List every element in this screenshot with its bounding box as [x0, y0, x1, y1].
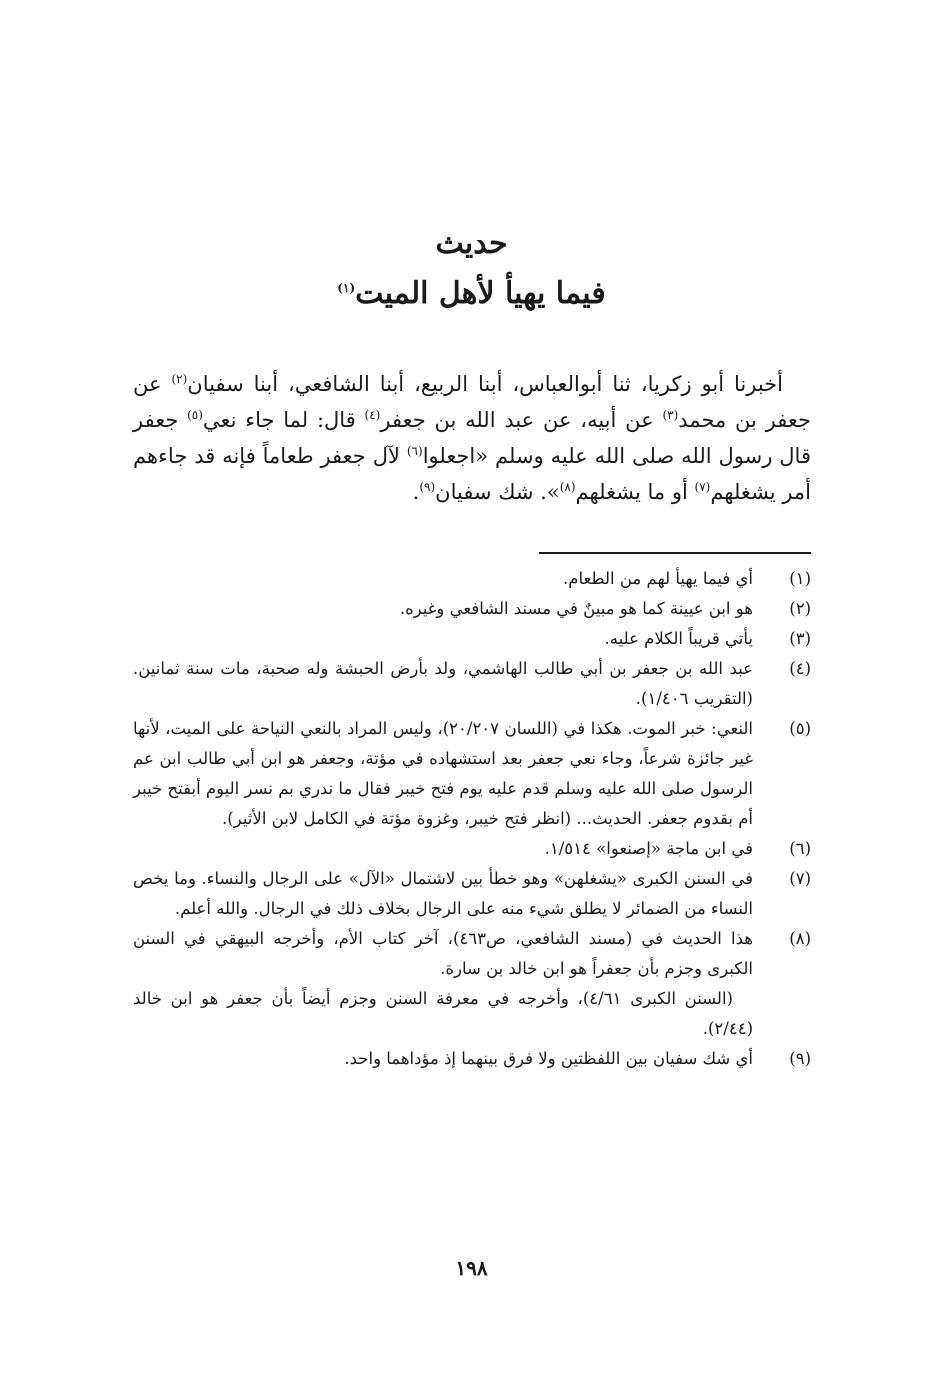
footnote-body [133, 714, 753, 834]
footnote-body [133, 924, 753, 1044]
footnote-text: أي فيما يهيأ لهم من الطعام. [563, 569, 753, 588]
hadith-segment: عن جعفر بن محمد [133, 372, 811, 432]
hadith-paragraph [133, 366, 811, 510]
footnote-item [133, 864, 811, 924]
footnote-text: في السنن الكبرى «يشغلهن» وهو خطأ بين لاشتمال «الآل» على الرجال والنساء. وما يخص النساء من الضمائر لا يطلق شيء منه على الرجال بخلاف ذلك في الرجال. والله أعلم. [133, 869, 753, 918]
footnote-body [133, 654, 753, 714]
footnote-ref: (٣) [662, 408, 679, 422]
footnote-ref: (٧) [694, 480, 711, 494]
footnote-body [133, 564, 753, 594]
hadith-segment: أو ما يشغلهم [575, 480, 695, 504]
footnote-text: (السنن الكبرى ٤/٦١)، وأخرجه في معرفة السنن وجزم أيضاً بأن جعفر هو ابن خالد (٢/٤٤). [133, 989, 753, 1038]
hadith-segment: . [412, 480, 420, 504]
hadith-segment: ». شك سفيان [435, 480, 560, 504]
footnote-item [133, 714, 811, 834]
footnote-ref: (٥) [187, 408, 203, 422]
hadith-segment: عن أبيه، عن عبد الله بن جعفر [380, 408, 663, 432]
footnote-number: (٧) [789, 869, 811, 888]
footnote-ref: (٦) [406, 444, 423, 458]
footnote-item [133, 834, 811, 864]
footnote-item [133, 564, 811, 594]
subtitle-text: فيما يهيأ لأهل الميت [355, 276, 606, 311]
footnote-number: (٣) [789, 629, 811, 648]
footnote-body [133, 594, 753, 624]
footnote-text: هو ابن عيينة كما هو مبينٌ في مسند الشافعي وغيره. [399, 599, 753, 618]
footnote-item [133, 924, 811, 1044]
footnote-ref: (٨) [559, 480, 576, 494]
footnote-text: يأتي قريباً الكلام عليه. [604, 629, 753, 648]
footnote-item [133, 624, 811, 654]
footnote-item [133, 654, 811, 714]
footnote-number: (٦) [789, 839, 811, 858]
footnote-ref: (١) [337, 281, 356, 295]
hadith-text [133, 366, 811, 510]
footnote-body [133, 864, 753, 924]
footnote-number: (٨) [789, 929, 811, 948]
footnote-item [133, 1044, 811, 1074]
page-number: ١٩٨ [455, 1256, 488, 1280]
page-title: حديث [435, 226, 508, 261]
footnote-item [133, 594, 811, 624]
footnotes-section [133, 564, 811, 1074]
footnote-number: (٢) [789, 599, 811, 618]
footnote-divider [539, 552, 811, 554]
footnote-body [133, 1044, 753, 1074]
hadith-segment: قال: لما جاء نعي [202, 408, 365, 432]
title-block [0, 222, 943, 316]
footnote-number: (٥) [789, 719, 811, 738]
footnote-text: النعي: خبر الموت. هكذا في (اللسان ٢٠/٢٠٧)، وليس المراد بالنعي النياحة على الميت، لأنها غير جائزة شرعاً، وجاء نعي جعفر بعد استشهاده في مؤتة، وجعفر هو ابن أبي طالب ابن عم الرسول صلى الله عليه وسلم قدم عليه يوم فتح خيبر فقال ما ندري بم نسر اليوم أبفتح خيبر أم بقدوم جعفر. الحديث... (انظر فتح خيبر، وغزوة مؤتة في الكامل لابن الأثير). [133, 719, 754, 828]
footnote-number: (١) [789, 569, 811, 588]
hadith-segment: جعفر قال رسول الله صلى الله عليه وسلم «اجعلوا [133, 408, 811, 468]
footnote-ref: (٩) [419, 480, 436, 494]
hadith-segment: لآل جعفر طعاماً فإنه قد جاءهم أمر يشغلهم [133, 444, 811, 504]
footnote-text: أي شك سفيان بين اللفظتين ولا فرق بينهما إذ مؤداهما واحد. [344, 1049, 753, 1068]
footnote-number: (٤) [789, 659, 811, 678]
footnote-body [133, 624, 753, 654]
page-subtitle [0, 272, 943, 316]
footnote-number: (٩) [789, 1049, 811, 1068]
footnote-ref: (٤) [364, 408, 381, 422]
footnote-text: هذا الحديث في (مسند الشافعي، ص٤٦٣)، آخر كتاب الأم، وأخرجه البيهقي في السنن الكبرى وجزم بأن جعفراً هو ابن خالد بن سارة. [133, 929, 754, 978]
footnote-body [133, 834, 753, 864]
hadith-segment: أخبرنا أبو زكريا، ثنا أبوالعباس، أبنا الربيع، أبنا الشافعي، أبنا سفيان [187, 372, 783, 396]
footnote-ref: (٢) [171, 372, 188, 386]
footnote-text: في ابن ماجة «إصنعوا» ١/٥١٤. [544, 839, 753, 858]
footnote-text: عبد الله بن جعفر بن أبي طالب الهاشمي، ولد بأرض الحبشة وله صحبة، مات سنة ثمانين. (التقريب ١/٤٠٦). [133, 659, 753, 708]
